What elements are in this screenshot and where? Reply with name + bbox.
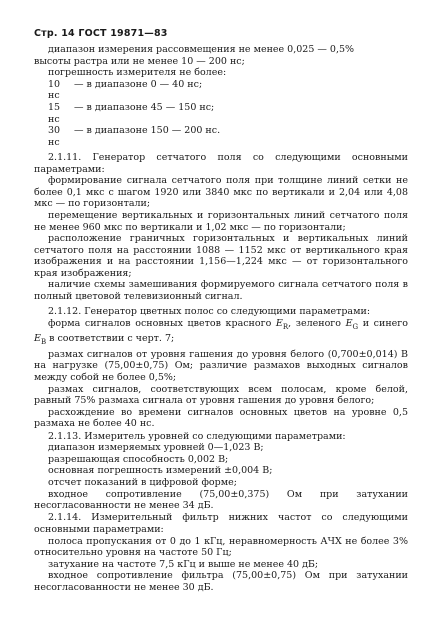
paragraph: перемещение вертикальных и горизонтальных линий сетчатого поля не менее 960 мкс по вертикали и 1,02 мкс — по горизонтали; — [34, 209, 408, 233]
paragraph: основная погрешность измерений ±0,004 В; — [48, 465, 273, 477]
paragraph: размах сигналов от уровня гашения до уровня белого (0,700±0,014) В на нагрузке (75,00±0,75) Ом; различие размахов выходных сигналов между собой не более 0,5%; — [34, 348, 408, 383]
paragraph: отсчет показаний в цифровой форме; — [48, 476, 237, 488]
paragraph: полоса пропускания от 0 до 1 кГц, неравномерность АЧХ не более 3% относительно уровня на частоте 50 Гц; — [34, 535, 408, 559]
standard-id: ГОСТ 19871—83 — [78, 28, 168, 39]
range-row: 30 нс — в диапазоне 150 — 200 нс. — [48, 125, 221, 148]
text-line: диапазон измерения рассовмещения не менее 0,025 — 0,5% — [48, 44, 355, 55]
document-body — [34, 44, 408, 593]
text-line: высоты растра или не менее 10 — 200 нс; — [34, 55, 245, 67]
section-heading: 2.1.12. Генератор цветных полос со следующими параметрами: — [48, 306, 371, 318]
paragraph: расхождение во времени сигналов основных цветов на уровне 0,5 размаха не более 40 нс. — [34, 406, 408, 430]
range-row: 15 нс — в диапазоне 45 — 150 нс; — [48, 101, 215, 125]
section-heading: 2.1.13. Измеритель уровней со следующими параметрами: — [48, 430, 346, 442]
page-number: Стр. 14 — [34, 28, 75, 39]
section-heading: 2.1.11. Генератор сетчатого поля со следующими основными параметрами: — [34, 151, 408, 175]
paragraph: размах сигналов, соответствующих всем полосам, кроме белой, равный 75% размаха сигнала от уровня гашения до уровня белого; — [34, 383, 408, 407]
paragraph: затухание на частоте 7,5 кГц и выше не менее 40 дБ; — [48, 558, 319, 570]
range-row: 10 нс — в диапазоне 0 — 40 нс; — [48, 78, 203, 102]
paragraph: входное сопротивление фильтра (75,00±0,75) Ом при затухании несогласованности не менее 30 дБ. — [34, 570, 408, 593]
paragraph: диапазон измеряемых уровней 0—1,023 В; — [48, 442, 264, 454]
paragraph: разрешающая способность 0,002 В; — [48, 453, 229, 465]
paragraph: формирование сигнала сетчатого поля при толщине линий сетки не более 0,1 мкс с шагом 1920 или 3840 мкс по вертикали и 2,04 или 4,08 мкс — по горизонтали; — [34, 175, 408, 210]
paragraph: входное сопротивление (75,00±0,375) Ом при затухании несогласованности не менее 34 дБ. — [34, 488, 408, 512]
paragraph: форма сигналов основных цветов красного $E_R$, зеленого $E_G$ и синего $E_B$ в соответствии с черт. 7; — [34, 317, 408, 347]
paragraph: расположение граничных горизонтальных и вертикальных линий сетчатого поля на расстоянии 1088 — 1152 мкс от вертикального края изображения и на расстоянии 1,156—1,224 мкс — от горизонтального края изображения; — [34, 233, 408, 279]
paragraph: наличие схемы замешивания формируемого сигнала сетчатого поля в полный цветовой телевизионный сигнал. — [34, 279, 408, 303]
section-heading: 2.1.14. Измерительный фильтр нижних частот со следующими основными параметрами: — [34, 512, 408, 535]
page-header — [34, 28, 168, 39]
text-line: погрешность измерителя не более: — [48, 67, 227, 79]
